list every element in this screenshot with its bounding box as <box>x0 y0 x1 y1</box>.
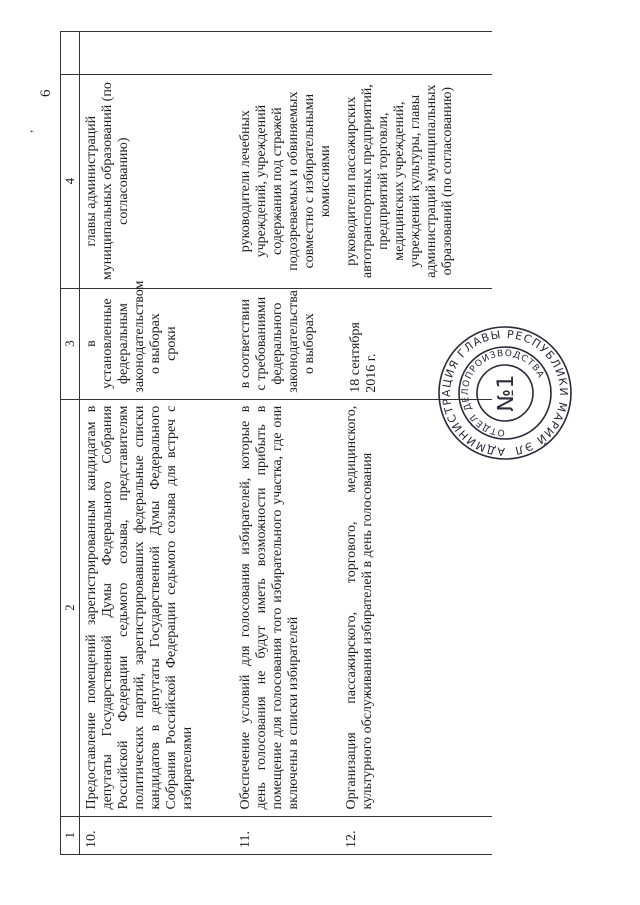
row-task: Обеспечение условий для голосования избирателей, которые в день голосования не будут иметь возможности прибыть в помещение для голосования того избирательного участка, где они включены в списки избирателей <box>234 399 340 816</box>
row-number: 11. <box>234 816 340 854</box>
row-blank <box>80 32 235 75</box>
row-responsible: руководители лечебных учреждений, учреждений содержания под стражей подозреваемых и обвиняемых совместно с избирательными комиссиями <box>234 74 340 288</box>
row-responsible: руководители пассажирских автотранспортных предприятий, предприятий торговли, медицинских учреждений, учреждений культуры, главы администраций муниципальных образований (по согласованию) <box>340 74 492 288</box>
corner-mark: , <box>20 129 35 133</box>
row-task: Предоставление помещений зарегистрированным кандидатам в депутаты Государственной Думы Федерального Собрания Российской Федерации седьмого созыва, представителям политических партий, зарегистрировавших федеральные списки кандидатов в депутаты Государственной Думы Федерального Собрания Российской Федерации седьмого созыва для встреч с избирателями <box>80 399 235 816</box>
table-row <box>234 32 340 855</box>
row-number: 12. <box>340 816 492 854</box>
table-row <box>80 32 235 855</box>
column-header-3: 3 <box>61 288 80 399</box>
seal-outer-text: АДМИНИСТРАЦИЯ ГЛАВЫ РЕСПУБЛИКИ МАРИЙ ЭЛ <box>439 327 571 459</box>
row-term: 18 сентября 2016 г. <box>340 288 492 399</box>
column-header-1: 1 <box>61 816 80 854</box>
row-responsible: главы администраций муниципальных образований (по согласованию) <box>80 74 235 288</box>
official-seal-stamp <box>435 323 575 463</box>
column-header-5 <box>61 32 80 75</box>
row-number: 10. <box>80 816 235 854</box>
page-number: 6 <box>38 89 54 97</box>
column-header-4: 4 <box>61 74 80 288</box>
column-header-row <box>61 32 80 855</box>
row-task: Организация пассажирского, торгового, медицинского, культурного обслуживания избирателей в день голосования <box>340 399 492 816</box>
seal-center-number: №1 <box>494 374 519 412</box>
row-blank <box>234 32 340 75</box>
row-blank <box>340 32 492 75</box>
row-term: в установленные федеральным законодательством о выборах сроки <box>80 288 235 399</box>
measures-table <box>60 31 492 855</box>
seal-inner-text: ОТДЕЛ ДЕЛОПРОИЗВОДСТВА <box>460 348 546 438</box>
row-term: в соответствии с требованиями федерального законодательства о выборах <box>234 288 340 399</box>
column-header-2: 2 <box>61 399 80 816</box>
